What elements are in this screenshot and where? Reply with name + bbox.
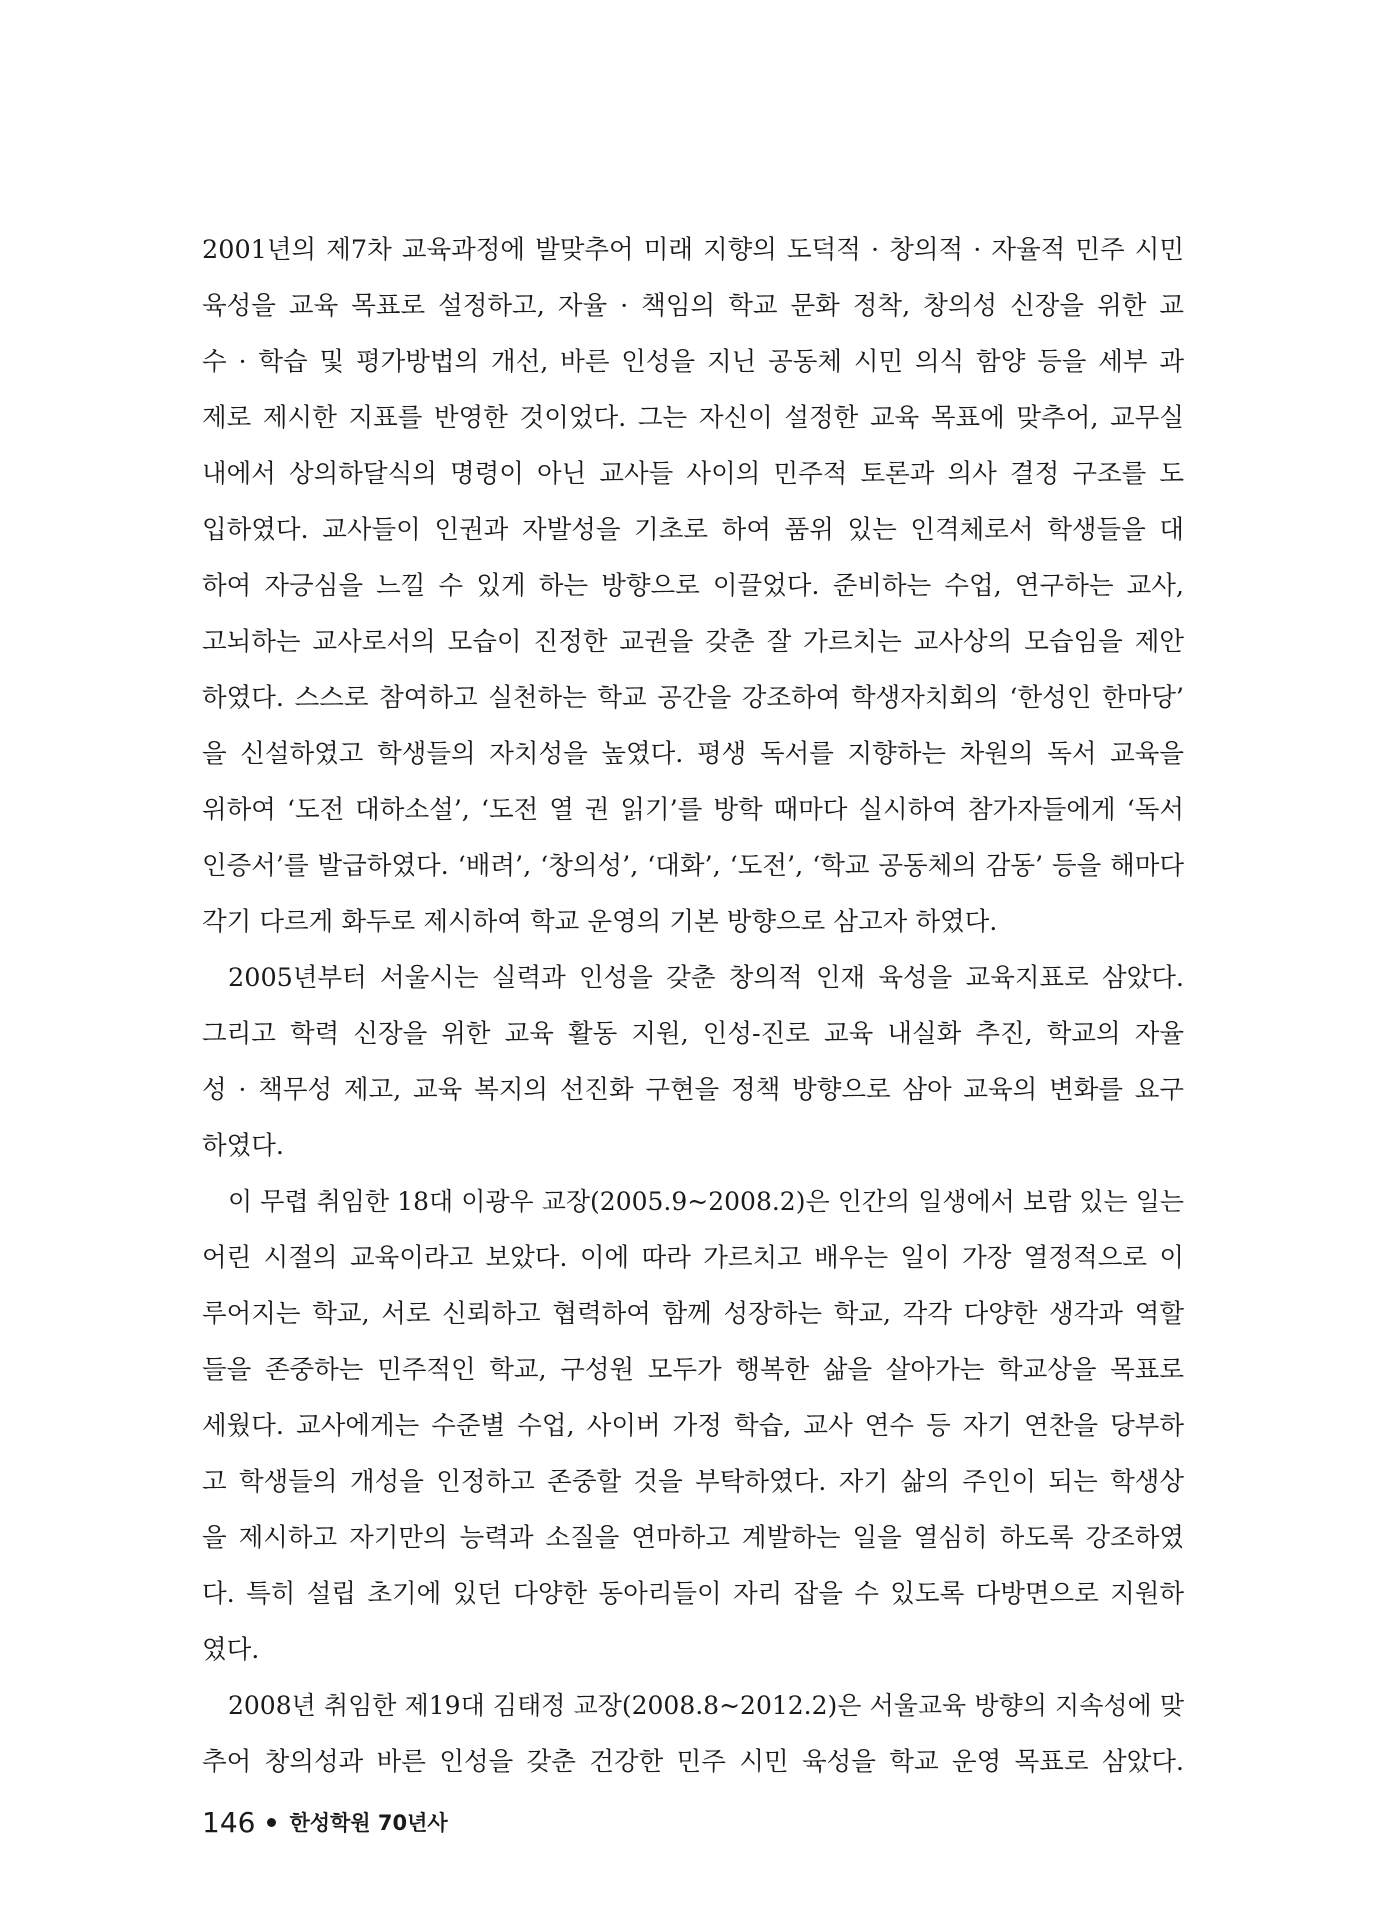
text-line: 다. 특히 설립 초기에 있던 다양한 동아리들이 자리 잡을 수 있도록 다방면으로 지원하 [202, 1579, 1184, 1609]
text-line: 이 무렵 취임한 18대 이광우 교장(2005.9~2008.2)은 인간의 일생에서 보람 있는 일는 [228, 1187, 1184, 1216]
book-title: 한성학원 70년사 [289, 1811, 448, 1835]
bullet-separator-icon [267, 1818, 276, 1827]
text-line: 하여 자긍심을 느낄 수 있게 하는 방향으로 이끌었다. 준비하는 수업, 연구하는 교사, [202, 571, 1184, 601]
page-number: 146 [202, 1805, 256, 1839]
text-line: 성 · 책무성 제고, 교육 복지의 선진화 구현을 정책 방향으로 삼아 교육의 변화를 요구 [202, 1075, 1184, 1105]
text-line: 제로 제시한 지표를 반영한 것이었다. 그는 자신이 설정한 교육 목표에 맞추어, 교무실 [202, 403, 1184, 433]
body-text [202, 222, 1184, 1790]
text-line: 2001년의 제7차 교육과정에 발맞추어 미래 지향의 도덕적 · 창의적 · 자율적 민주 시민 [202, 235, 1184, 265]
text-line: 추어 창의성과 바른 인성을 갖춘 건강한 민주 시민 육성을 학교 운영 목표로 삼았다. [202, 1747, 1184, 1777]
text-line: 을 신설하였고 학생들의 자치성을 높였다. 평생 독서를 지향하는 차원의 독서 교육을 [202, 739, 1184, 769]
page-footer [202, 1800, 448, 1844]
text-line: 2008년 취임한 제19대 김태정 교장(2008.8~2012.2)은 서울교육 방향의 지속성에 맞 [228, 1691, 1184, 1720]
text-line: 들을 존중하는 민주적인 학교, 구성원 모두가 행복한 삶을 살아가는 학교상을 목표로 [202, 1355, 1184, 1385]
text-line: 하였다. [202, 1131, 285, 1161]
text-line: 입하였다. 교사들이 인권과 자발성을 기초로 하여 품위 있는 인격체로서 학생들을 대 [202, 515, 1184, 545]
text-line: 육성을 교육 목표로 설정하고, 자율 · 책임의 학교 문화 정착, 창의성 신장을 위한 교 [202, 291, 1184, 321]
text-line: 그리고 학력 신장을 위한 교육 활동 지원, 인성-진로 교육 내실화 추진, 학교의 자율 [202, 1019, 1184, 1049]
text-line: 수 · 학습 및 평가방법의 개선, 바른 인성을 지닌 공동체 시민 의식 함양 등을 세부 과 [202, 347, 1184, 377]
text-line: 루어지는 학교, 서로 신뢰하고 협력하여 함께 성장하는 학교, 각각 다양한 생각과 역할 [202, 1299, 1184, 1329]
text-line: 을 제시하고 자기만의 능력과 소질을 연마하고 계발하는 일을 열심히 하도록 강조하였 [202, 1523, 1184, 1553]
text-line: 고뇌하는 교사로서의 모습이 진정한 교권을 갖춘 잘 가르치는 교사상의 모습임을 제안 [202, 627, 1184, 657]
text-line: 인증서’를 발급하였다. ‘배려’, ‘창의성’, ‘대화’, ‘도전’, ‘학교 공동체의 감동’ 등을 해마다 [202, 851, 1184, 881]
text-line: 어린 시절의 교육이라고 보았다. 이에 따라 가르치고 배우는 일이 가장 열정적으로 이 [202, 1243, 1184, 1273]
text-line: 세웠다. 교사에게는 수준별 수업, 사이버 가정 학습, 교사 연수 등 자기 연찬을 당부하 [202, 1411, 1184, 1441]
text-line: 였다. [202, 1635, 260, 1665]
text-line: 위하여 ‘도전 대하소설’, ‘도전 열 권 읽기’를 방학 때마다 실시하여 참가자들에게 ‘독서 [202, 795, 1184, 825]
text-line: 하였다. 스스로 참여하고 실천하는 학교 공간을 강조하여 학생자치회의 ‘한성인 한마당’ [202, 683, 1184, 713]
text-line: 각기 다르게 화두로 제시하여 학교 운영의 기본 방향으로 삼고자 하였다. [202, 907, 998, 937]
text-line: 2005년부터 서울시는 실력과 인성을 갖춘 창의적 인재 육성을 교육지표로 삼았다. [228, 963, 1184, 993]
text-line: 고 학생들의 개성을 인정하고 존중할 것을 부탁하였다. 자기 삶의 주인이 되는 학생상 [202, 1467, 1184, 1497]
text-line: 내에서 상의하달식의 명령이 아닌 교사들 사이의 민주적 토론과 의사 결정 구조를 도 [202, 459, 1184, 489]
